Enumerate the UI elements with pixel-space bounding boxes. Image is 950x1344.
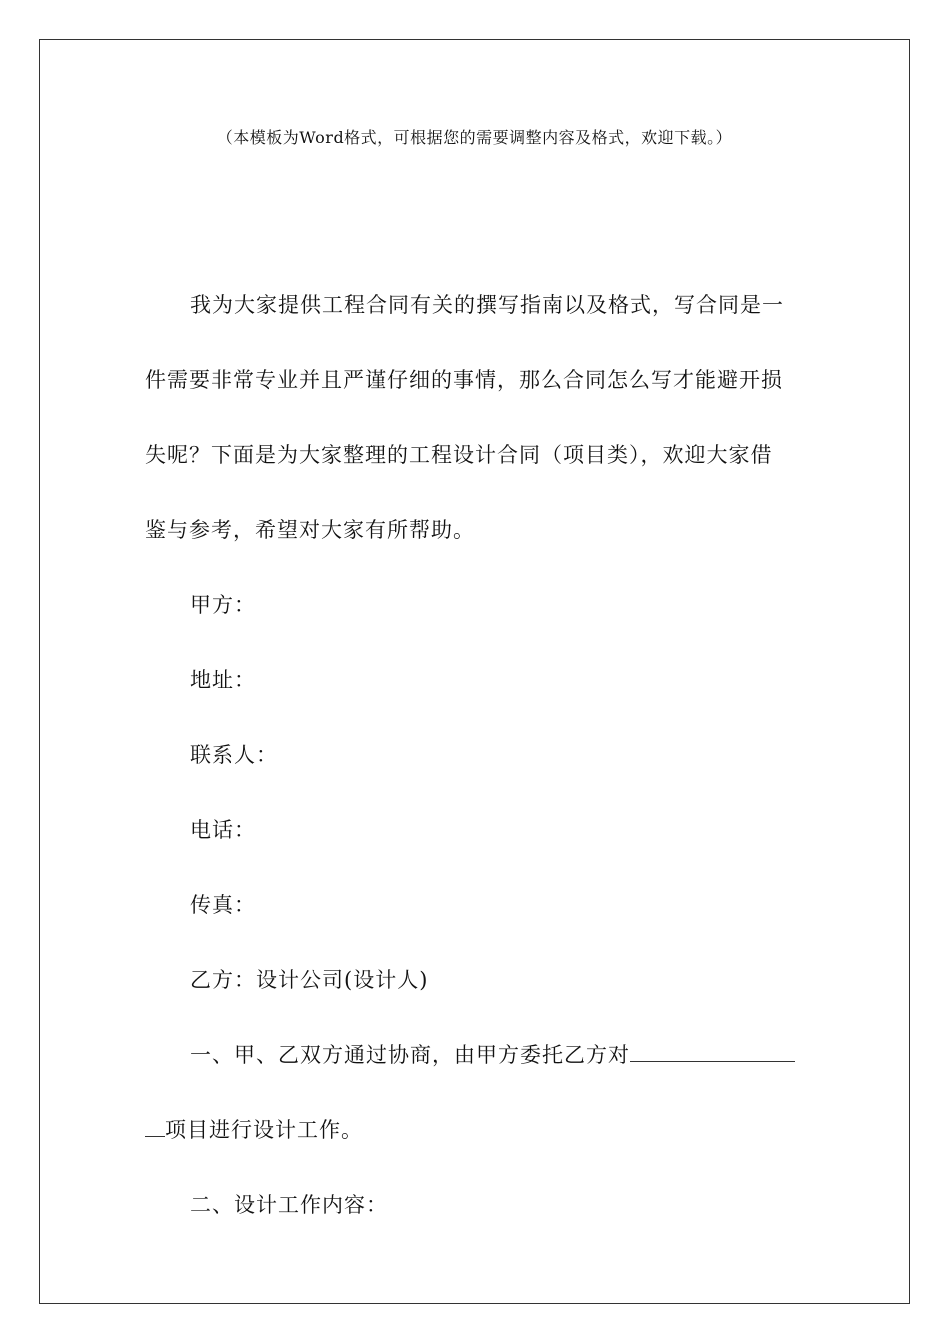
document-body xyxy=(145,268,805,1243)
intro-line-4: 鉴与参考，希望对大家有所帮助。 xyxy=(145,518,475,542)
fax-label: 传真： xyxy=(190,893,256,917)
address-label: 地址： xyxy=(190,668,256,692)
clause-1-cont-text: 项目进行设计工作。 xyxy=(165,1118,363,1142)
clause-1-text: 一、甲、乙双方通过协商，由甲方委托乙方对 xyxy=(190,1043,630,1067)
fill-in-blank[interactable] xyxy=(630,1039,795,1062)
clause-2: 二、设计工作内容： xyxy=(190,1193,388,1217)
template-note: （本模板为Word格式，可根据您的需要调整内容及格式，欢迎下载。） xyxy=(216,128,733,147)
contact-label: 联系人： xyxy=(190,743,278,767)
fill-in-blank-continued[interactable] xyxy=(145,1114,165,1137)
intro-line-3: 失呢？下面是为大家整理的工程设计合同（项目类），欢迎大家借 xyxy=(145,443,773,467)
clause-1 xyxy=(145,1018,805,1093)
clause-1-continued xyxy=(145,1093,805,1168)
party-b-line: 乙方：设计公司(设计人) xyxy=(190,968,429,992)
party-a-label: 甲方： xyxy=(190,593,256,617)
intro-line-1: 我为大家提供工程合同有关的撰写指南以及格式，写合同是一 xyxy=(190,293,784,317)
intro-line-2: 件需要非常专业并且严谨仔细的事情，那么合同怎么写才能避开损 xyxy=(145,368,783,392)
phone-label: 电话： xyxy=(190,818,256,842)
